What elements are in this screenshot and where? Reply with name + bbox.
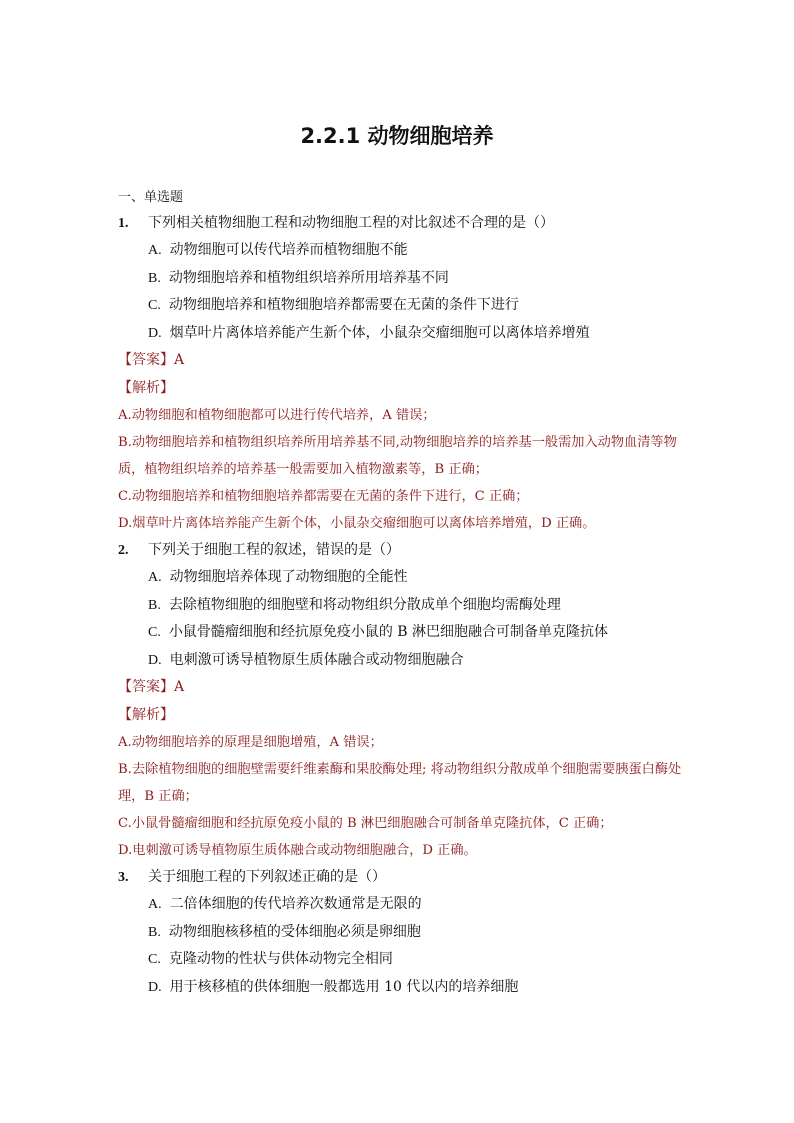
explanation-line: A.动物细胞和植物细胞都可以进行传代培养，A 错误； [118,408,436,423]
option-letter: D. [148,979,162,995]
explanation-line: A.动物细胞培养的原理是细胞增殖，A 错误； [118,735,383,750]
option-letter: D. [148,652,162,668]
question-number: 3. [118,870,129,885]
option-a [118,564,683,592]
option-d [118,647,683,675]
explanation-line: C.小鼠骨髓瘤细胞和经抗原免疫小鼠的 B 淋巴细胞融合可制备单克隆抗体，C 正确； [118,816,613,831]
option-text: 动物细胞培养和植物组织培养所用培养基不同 [168,269,449,286]
option-text: 小鼠骨髓瘤细胞和经抗原免疫小鼠的 B 淋巴细胞融合可制备单克隆抗体 [168,624,609,640]
option-d [118,974,683,1002]
option-letter: B. [148,924,161,940]
option-text: 动物细胞可以传代培养而植物细胞不能 [169,242,408,258]
option-text: 动物细胞培养和植物细胞培养都需要在无菌的条件下进行 [168,297,519,313]
analysis-label: 【解析】 [118,379,174,396]
question-stem: 下列相关植物细胞工程和动物细胞工程的对比叙述不合理的是（） [148,215,554,231]
option-letter: C. [148,625,161,640]
option-letter: B. [148,270,161,286]
answer: 【答案】A [118,352,185,368]
option-letter: C. [148,298,161,313]
option-b [118,592,683,620]
explanation-line: D.烟草叶片离体培养能产生新个体，小鼠杂交瘤细胞可以离体培养增殖，D 正确。 [118,516,596,531]
option-b [118,265,683,293]
explanation-line: D.电刺激可诱导植物原生质体融合或动物细胞融合，D 正确。 [118,843,477,858]
option-text: 用于核移植的供体细胞一般都选用 10 代以内的培养细胞 [169,978,519,995]
option-b [118,919,683,947]
option-text: 电刺激可诱导植物原生质体融合或动物细胞融合 [169,651,464,668]
option-letter: D. [148,325,162,341]
option-letter: B. [148,597,161,613]
option-d [118,320,683,348]
answer: 【答案】A [118,679,185,695]
option-text: 动物细胞培养体现了动物细胞的全能性 [169,569,408,585]
option-c [118,292,683,320]
question-list [118,210,683,1001]
option-a [118,891,683,919]
option-letter: C. [148,952,161,967]
option-letter: A. [148,243,162,258]
option-c [118,946,683,974]
question-2 [118,537,683,564]
question-stem: 关于细胞工程的下列叙述正确的是（） [148,869,386,885]
analysis-label: 【解析】 [118,706,174,723]
option-text: 烟草叶片离体培养能产生新个体，小鼠杂交瘤细胞可以离体培养增殖 [169,324,590,341]
question-1 [118,210,683,237]
option-text: 动物细胞核移植的受体细胞必须是卵细胞 [168,923,421,940]
question-stem: 下列关于细胞工程的叙述，错误的是（） [148,542,400,558]
question-number: 2. [118,543,129,558]
explanation-line: B.动物细胞培养和植物组织培养所用培养基不同,动物细胞培养的培养基一般需加入动物血清等物质，植物组织培养的培养基一般需要加入植物激素等，B 正确； [118,435,677,477]
page-title: 2.2.1 动物细胞培养 [300,124,494,148]
option-letter: A. [148,570,162,585]
explanation-line: B.去除植物细胞的细胞壁需要纤维素酶和果胶酶处理; 将动物组织分散成单个细胞需要胰蛋白酶处理，B 正确； [118,762,682,804]
question-number: 1. [118,216,129,231]
question-3 [118,864,683,891]
option-text: 去除植物细胞的细胞壁和将动物组织分散成单个细胞均需酶处理 [168,596,561,613]
explanation-line: C.动物细胞培养和植物细胞培养都需要在无菌的条件下进行，C 正确； [118,489,529,504]
option-c [118,619,683,647]
option-text: 二倍体细胞的传代培养次数通常是无限的 [169,896,422,912]
section-heading: 一、单选题 [118,190,184,205]
option-letter: A. [148,897,162,912]
option-a [118,237,683,265]
option-text: 克隆动物的性状与供体动物完全相同 [168,951,393,967]
